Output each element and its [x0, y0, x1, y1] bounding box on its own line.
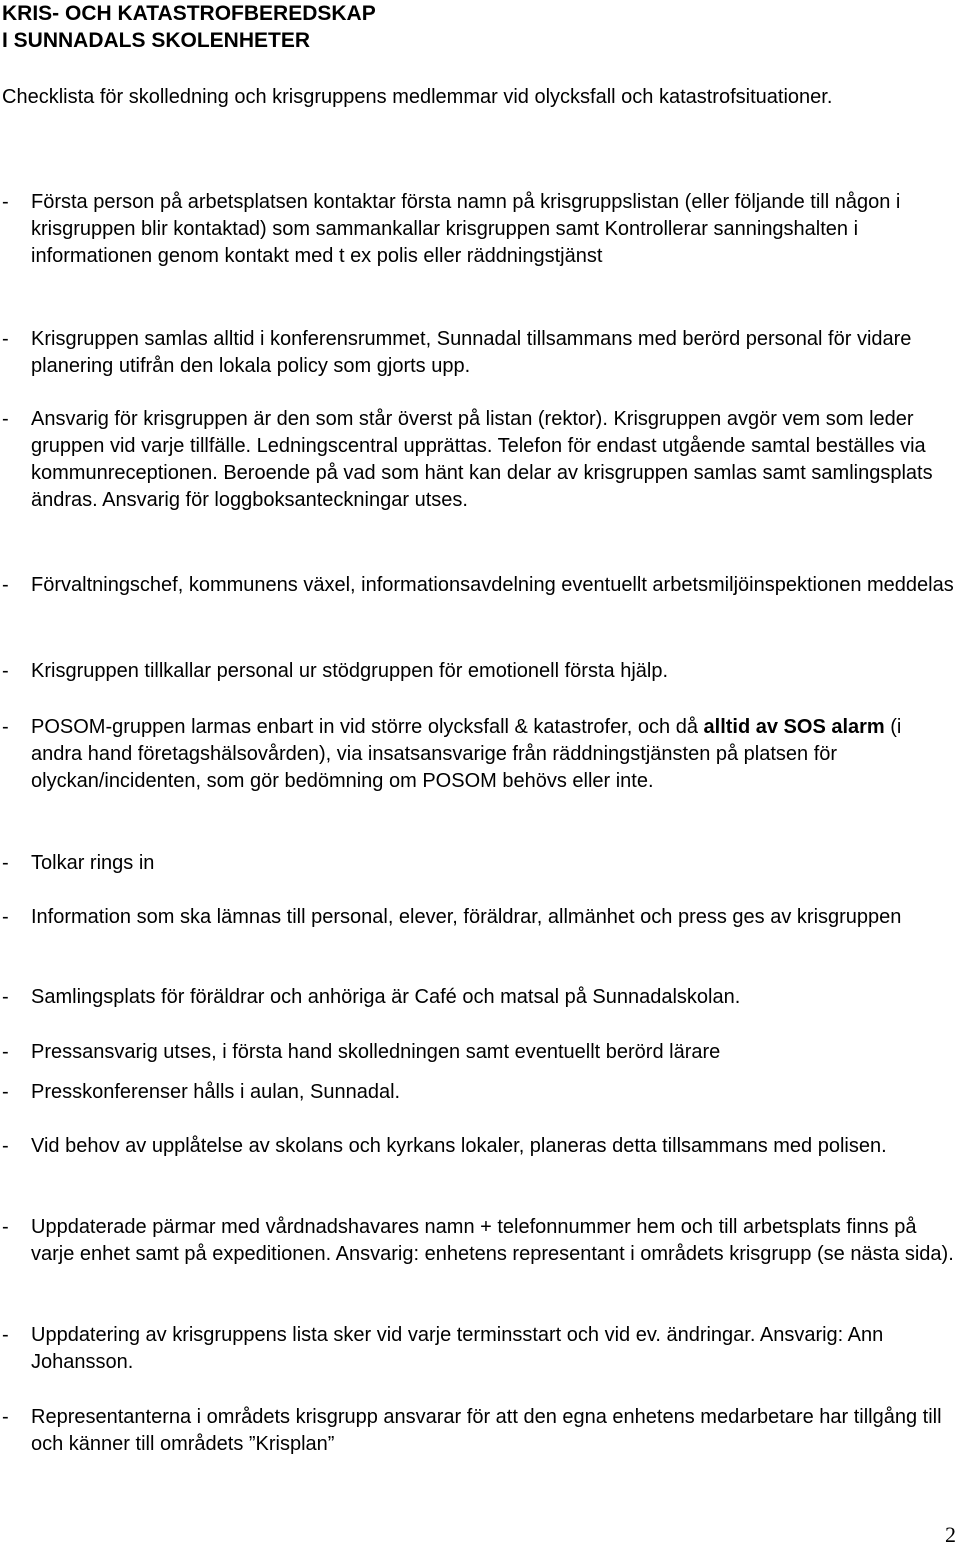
bullet-dash: -: [2, 716, 9, 738]
list-item-text: Ansvarig för krisgruppen är den som står överst på listan (rektor). Krisgruppen avgör vem som leder gruppen vid varje tillfälle. Ledningscentral upprättas. Telefon för endast utgående samtal beställes via kommunreceptionen. Beroende på vad som hänt kan delar av krisgruppen samlas samt samlingsplats ändras. Ansvarig för loggboksanteckningar utses.: [31, 408, 933, 511]
bullet-dash: -: [2, 1135, 9, 1157]
list-item: [2, 984, 956, 1011]
text-segment: POSOM-gruppen larmas enbart in vid större olycksfall & katastrofer, och då: [31, 716, 704, 738]
list-item-text: Tolkar rings in: [31, 852, 155, 874]
bullet-dash: -: [2, 574, 9, 596]
intro-paragraph: Checklista för skolledning och krisgruppens medlemmar vid olycksfall och katastrofsituationer.: [2, 86, 833, 108]
list-item: [2, 1039, 956, 1066]
bullet-dash: -: [2, 328, 9, 350]
title-line-1: KRIS- OCH KATASTROFBEREDSKAP: [2, 2, 376, 25]
bullet-dash: -: [2, 1041, 9, 1063]
list-item: [2, 904, 956, 931]
list-item: [2, 1133, 956, 1160]
list-item: [2, 326, 956, 380]
list-item-text: Vid behov av upplåtelse av skolans och kyrkans lokaler, planeras detta tillsammans med polisen.: [31, 1135, 887, 1157]
bullet-dash: -: [2, 852, 9, 874]
emphasis-bold: alltid av SOS alarm: [703, 716, 885, 738]
list-item-text: Pressansvarig utses, i första hand skolledningen samt eventuellt berörd lärare: [31, 1041, 721, 1063]
list-item-text: Uppdatering av krisgruppens lista sker vid varje terminsstart och vid ev. ändringar. Ansvarig: Ann Johansson.: [31, 1324, 884, 1373]
list-item: [2, 1214, 956, 1268]
page-number: 2: [945, 1522, 956, 1547]
list-item-text: Uppdaterade pärmar med vårdnadshavares namn + telefonnummer hem och till arbetsplats finns på varje enhet samt på expeditionen. Ansvarig: enhetens representant i områdets krisgrupp (se nästa sida).: [31, 1216, 954, 1265]
list-item: [2, 1322, 956, 1376]
list-item: [2, 714, 956, 795]
list-item-text: Information som ska lämnas till personal, elever, föräldrar, allmänhet och press ges av krisgruppen: [31, 906, 902, 928]
document-title: [2, 0, 376, 54]
bullet-dash: -: [2, 408, 9, 430]
list-item-text: Samlingsplats för föräldrar och anhöriga är Café och matsal på Sunnadalskolan.: [31, 986, 741, 1008]
list-item: [2, 658, 956, 685]
list-item: [2, 406, 956, 514]
list-item-text: Presskonferenser hålls i aulan, Sunnadal.: [31, 1081, 401, 1103]
list-item: [2, 572, 956, 599]
list-item-text: Förvaltningschef, kommunens växel, informationsavdelning eventuellt arbetsmiljöinspektionen meddelas: [31, 574, 954, 596]
list-item: [2, 850, 956, 877]
text-segment: (i andra hand företagshälsovården), via insatsansvarige från räddningstjänsten på platsen för olyckan/incidenten, som gör bedömning om POSOM behövs eller inte.: [31, 716, 902, 792]
title-line-2: I SUNNADALS SKOLENHETER: [2, 29, 311, 52]
bullet-dash: -: [2, 1216, 9, 1238]
bullet-dash: -: [2, 1406, 9, 1428]
list-item-text: Representanterna i områdets krisgrupp ansvarar för att den egna enhetens medarbetare har tillgång till och känner till områdets ”Krisplan”: [31, 1406, 942, 1455]
bullet-dash: -: [2, 1324, 9, 1346]
bullet-dash: -: [2, 1081, 9, 1103]
bullet-dash: -: [2, 191, 9, 213]
list-item-text: [31, 714, 956, 795]
list-item: [2, 189, 956, 270]
list-item: [2, 1404, 956, 1458]
list-item-text: Krisgruppen samlas alltid i konferensrummet, Sunnadal tillsammans med berörd personal för vidare planering utifrån den lokala policy som gjorts upp.: [31, 328, 912, 377]
bullet-dash: -: [2, 660, 9, 682]
list-item-text: Första person på arbetsplatsen kontaktar första namn på krisgruppslistan (eller följande till någon i krisgruppen blir kontaktad) som sammankallar krisgruppen samt Kontrollerar sanningshalten i informationen genom kontakt med t ex polis eller räddningstjänst: [31, 191, 901, 267]
list-item: [2, 1079, 956, 1106]
bullet-dash: -: [2, 906, 9, 928]
bullet-dash: -: [2, 986, 9, 1008]
list-item-text: Krisgruppen tillkallar personal ur stödgruppen för emotionell första hjälp.: [31, 660, 669, 682]
